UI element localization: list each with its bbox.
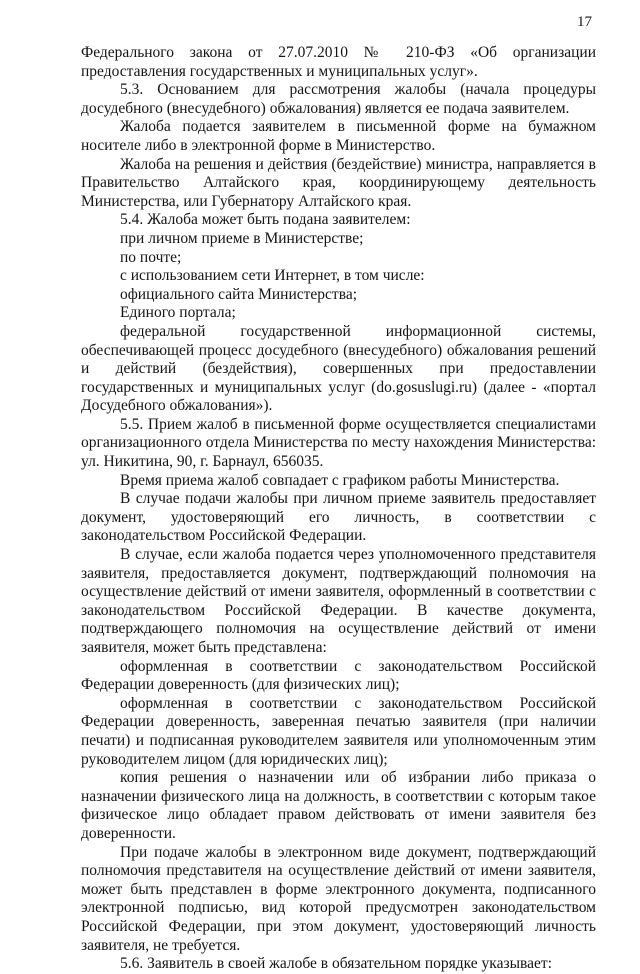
paragraph: копия решения о назначении или об избрании либо приказа о назначении физического лица на должность, в соответствии с которым такое физическое лицо обладает правом действовать от имени заявителя без доверенности. bbox=[81, 769, 596, 842]
paragraph: оформленная в соответствии с законодательством Российской Федерации доверенность (для физических лиц); bbox=[81, 657, 596, 694]
document-body bbox=[81, 44, 596, 974]
paragraph: Федерального закона от 27.07.2010 № 210-ФЗ «Об организации предоставления государственных и муниципальных услуг». bbox=[81, 44, 596, 80]
paragraph: 5.3. Основанием для рассмотрения жалобы (начала процедуры досудебного (внесудебного) обжалования) является ее подача заявителем. bbox=[81, 81, 596, 117]
paragraph: Жалоба на решения и действия (бездействие) министра, направляется в Правительство Алтайского края, координирующему деятельность Министерства, или Губернатору Алтайского края. bbox=[81, 155, 596, 210]
paragraph: 5.6. Заявитель в своей жалобе в обязательном порядке указывает: bbox=[120, 955, 552, 973]
paragraph: федеральной государственной информационной системы, обеспечивающей процесс досудебного (внесудебного) обжалования решений и действий (бездействия), совершенных при предоставлении государственных и муниципальных услуг (do.gosuslugi.ru) (далее - «портал Досудебного обжалования»). bbox=[81, 322, 596, 415]
paragraph: Единого портала; bbox=[120, 304, 236, 322]
paragraph: 5.4. Жалоба может быть подана заявителем: bbox=[120, 211, 411, 229]
paragraph: официального сайта Министерства; bbox=[120, 285, 358, 303]
paragraph: В случае подачи жалобы при личном приеме заявитель предоставляет документ, удостоверяющий его личность, в соответствии с законодательством Российской Федерации. bbox=[81, 490, 596, 545]
paragraph: Время приема жалоб совпадает с графиком работы Министерства. bbox=[120, 471, 560, 489]
paragraph: по почте; bbox=[120, 248, 182, 266]
paragraph: Жалоба подается заявителем в письменной форме на бумажном носителе либо в электронной форме в Министерство. bbox=[81, 118, 596, 154]
paragraph: При подаче жалобы в электронном виде документ, подтверждающий полномочия представителя на осуществление действий от имени заявителя, может быть представлен в форме электронного документа, подписанного электронной подписью, вид которой предусмотрен законодательством Российской Федерации, при этом документ, удостоверяющий личность заявителя, не требуется. bbox=[81, 843, 596, 954]
paragraph: при личном приеме в Министерстве; bbox=[120, 229, 364, 247]
page-number: 17 bbox=[577, 14, 592, 30]
paragraph: оформленная в соответствии с законодательством Российской Федерации доверенность, заверенная печатью заявителя (при наличии печати) и подписанная руководителем заявителя или уполномоченным этим руководителем лицом (для юридических лиц); bbox=[81, 694, 596, 768]
paragraph: 5.5. Прием жалоб в письменной форме осуществляется специалистами организационного отдела Министерства по месту нахождения Министерства: ул. Никитина, 90, г. Барнаул, 656035. bbox=[81, 415, 596, 471]
paragraph: В случае, если жалоба подается через уполномоченного представителя заявителя, предоставляется документ, подтверждающий полномочия на осуществление действий от имени заявителя, оформленный в соответствии с законодательством Российской Федерации. В качестве документа, подтверждающего полномочия на осуществление действий от имени заявителя, может быть представлена: bbox=[81, 546, 596, 656]
paragraph: с использованием сети Интернет, в том числе: bbox=[120, 267, 425, 285]
